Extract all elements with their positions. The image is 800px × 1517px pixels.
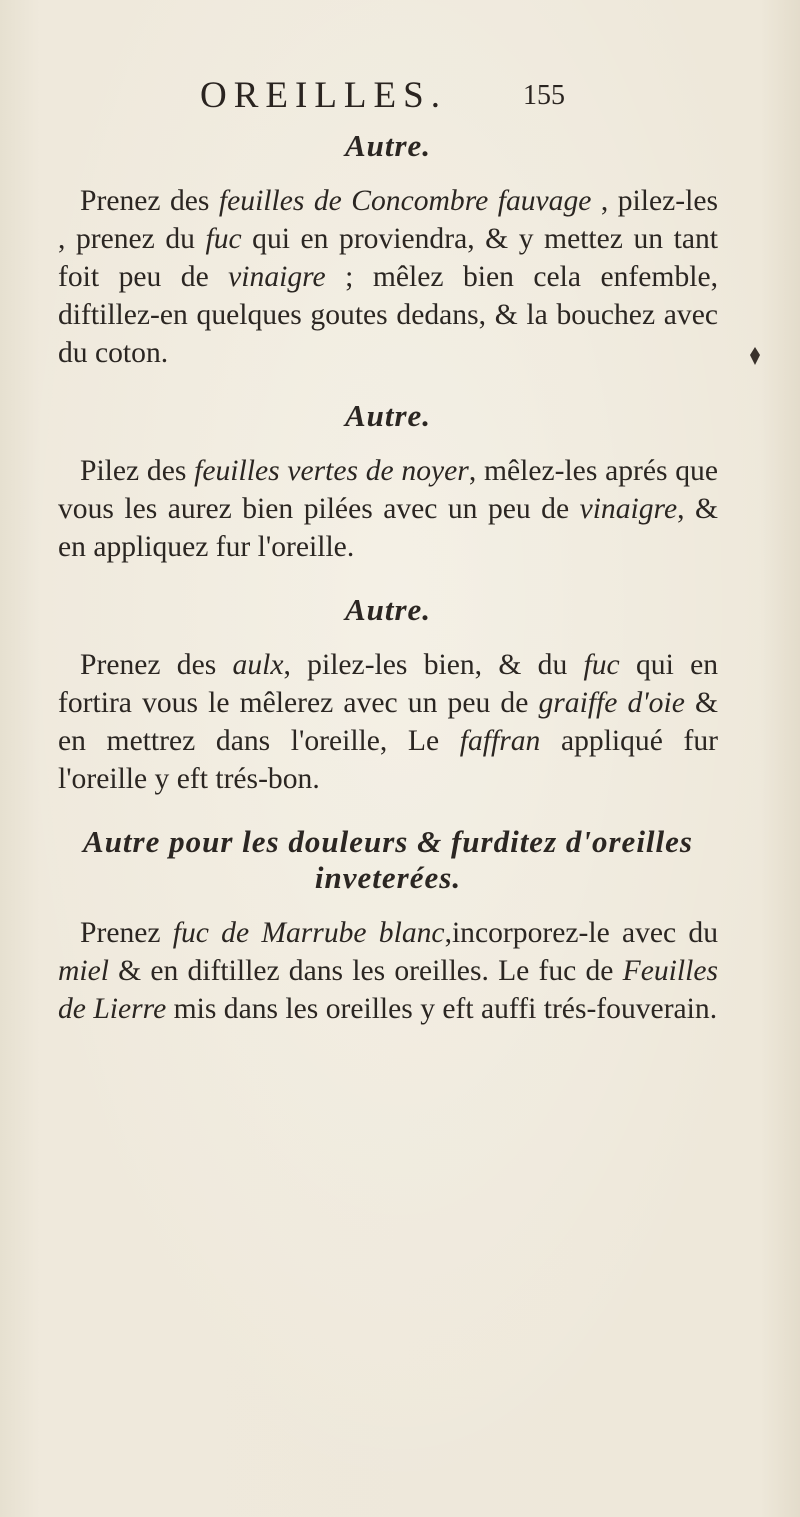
section-heading: Autre pour les douleurs & furditez d'oreilles inveterées. — [83, 824, 693, 895]
italic-run: fuc — [583, 649, 620, 681]
italic-run: Feuilles de Lierre — [58, 955, 718, 1025]
text-run: qui en fortira vous le mêlerez avec un peu de — [58, 649, 719, 719]
section-paragraph — [58, 914, 718, 1028]
text-run: ,incorporez-le avec du — [444, 917, 718, 949]
text-run: , & en appliquez fur l'oreille. — [58, 493, 718, 563]
section-paragraph — [58, 646, 718, 798]
text-run: Prenez des — [80, 185, 219, 217]
text-run: mis dans les oreilles y eft auffi trés-fouverain. — [166, 993, 718, 1025]
page-number: 155 — [523, 80, 565, 111]
text-run: qui en proviendra, & y mettez un tant foit peu de — [58, 223, 718, 293]
text-run: & en mettrez dans l'oreille, Le — [58, 687, 718, 757]
italic-run: feuilles vertes de noyer — [194, 455, 469, 487]
section-heading: Autre. — [344, 592, 432, 627]
text-run: , pilez-les , prenez du — [58, 185, 719, 255]
text-run: , mêlez-les aprés que vous les aurez bien pilées avec un peu de — [58, 455, 718, 525]
running-head: OREILLES. — [200, 75, 447, 116]
text-run: Prenez des — [80, 649, 233, 681]
italic-run: fuc — [205, 223, 242, 255]
page-header — [0, 74, 800, 114]
section-heading: Autre. — [344, 128, 432, 163]
text-run: appliqué fur l'oreille y eft trés-bon. — [58, 725, 718, 795]
italic-run: faffran — [459, 725, 541, 757]
text-run: Pilez des — [80, 455, 195, 487]
italic-run: vinaigre — [579, 493, 678, 525]
text-run: ; mêlez bien cela enfemble, diftillez-en quelques goutes dedans, & la bouchez avec du coton. — [58, 261, 718, 369]
section-paragraph — [58, 452, 718, 566]
italic-run: aulx — [232, 649, 284, 681]
section-paragraph — [58, 182, 718, 372]
section-heading: Autre. — [344, 398, 432, 433]
italic-run: graiffe d'oie — [538, 687, 685, 719]
fleuron-icon — [747, 346, 763, 366]
text-run: & en diftillez dans les oreilles. Le fuc de — [108, 955, 623, 987]
text-run: Prenez — [80, 917, 173, 949]
text-run: , pilez-les bien, & du — [283, 649, 584, 681]
italic-run: fuc de Marrube blanc — [172, 917, 445, 949]
italic-run: feuilles de Concombre fauvage — [218, 185, 592, 217]
italic-run: vinaigre — [228, 261, 326, 293]
italic-run: miel — [58, 955, 109, 987]
text-block — [58, 128, 718, 1054]
